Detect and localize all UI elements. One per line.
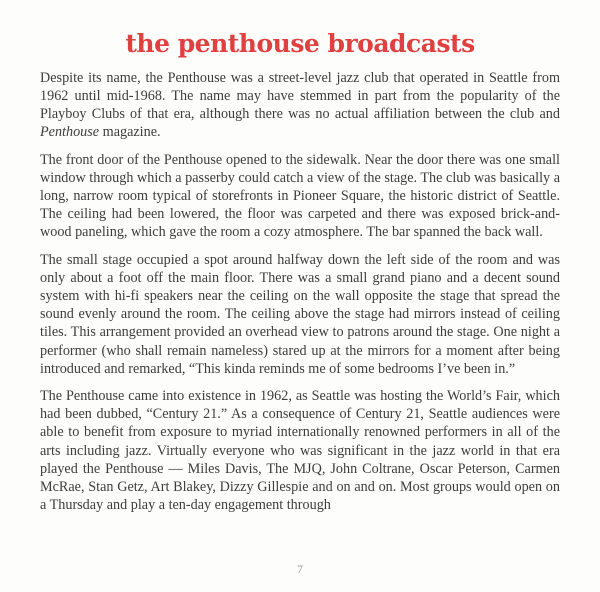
text-segment: The Penthouse came into existence in 1962, as Seattle was hosting the World’s Fair, which had been dubbed, “Century 21.” As a consequence of Century 21, Seattle audiences were able to benefit from exposure to myriad internationally renowned performers in all of the arts including jazz. Virtually everyone who was significant in the jazz world in that era played the Penthouse — Miles Davis, The MJQ, John Coltrane, Oscar Peterson, Carmen McRae, Stan Getz, Art Blakey, Dizzy Gillespie and on and on. Most groups would open on a Thursday and play a ten-day engagement through — [40, 388, 560, 514]
page-number: 7 — [297, 562, 303, 576]
paragraph — [40, 69, 560, 142]
text-segment: The small stage occupied a spot around halfway down the left side of the room and was only about a foot off the main floor. There was a small grand piano and a decent sound system with hi-fi speakers near the ceiling on the wall opposite the stage that spread the sound evenly around the room. The ceiling above the stage had mirrors instead of ceiling tiles. This arrangement provided an overhead view to patrons around the stage. One night a performer (who shall remain nameless) stared up at the mirrors for a moment after being introduced and remarked, “This kinda reminds me of some bedrooms I’ve been in.” — [40, 251, 560, 377]
text-segment: magazine. — [99, 124, 161, 141]
text-segment: The front door of the Penthouse opened to the sidewalk. Near the door there was one small window through which a passerby could catch a view of the stage. The club was basically a long, narrow room typical of storefronts in Pioneer Square, the historic district of Seattle. The ceiling had been lowered, the floor was carpeted and there was exposed brick-and-wood paneling, which gave the room a cozy atmosphere. The bar spanned the back wall. — [40, 151, 560, 241]
page-title: the penthouse broadcasts — [125, 29, 475, 58]
paragraph — [40, 387, 560, 514]
paragraph — [40, 251, 560, 378]
paragraph — [40, 151, 560, 242]
italic-text-segment: Penthouse — [40, 124, 100, 141]
article-body — [40, 69, 560, 515]
text-segment: Despite its name, the Penthouse was a street-level jazz club that operated in Seattle from 1962 until mid-1968. The name may have stemmed in part from the popularity of the Playboy Clubs of that era, although there was no actual affiliation between the club and — [40, 69, 560, 123]
